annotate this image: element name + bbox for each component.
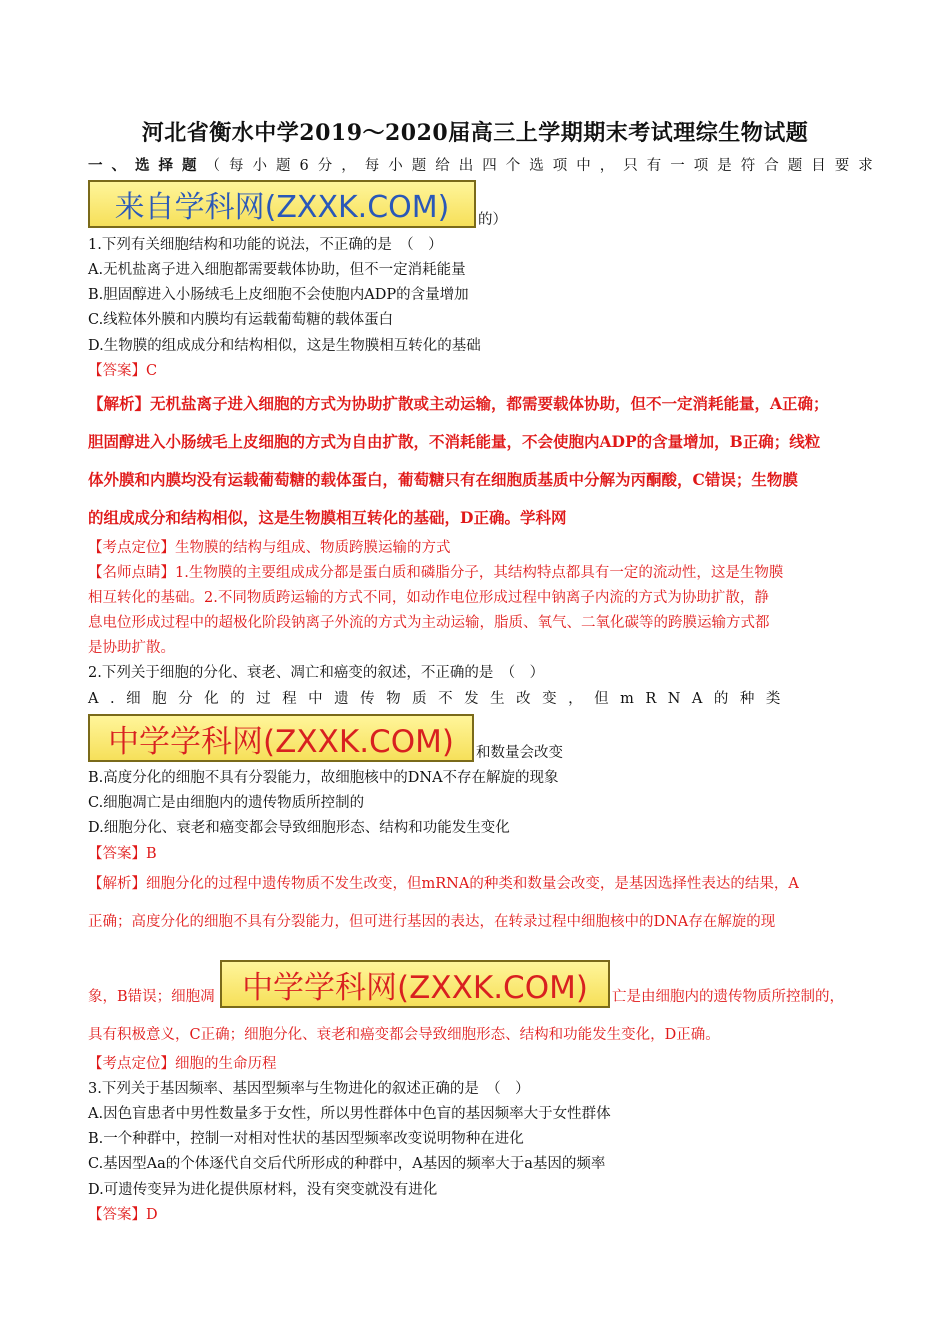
q3-option-b: B.一个种群中，控制一对相对性状的基因型频率改变说明物种在进化 [88,1131,524,1147]
q1-answer: 【答案】C [88,363,158,379]
q2-analysis-line-3a: 象，B错误；细胞凋 [88,989,215,1005]
q1-stem: 1.下列有关细胞结构和功能的说法，不正确的是 （ ） [88,237,443,253]
q2-analysis-line-2: 正确；高度分化的细胞不具有分裂能力，但可进行基因的表达，在转录过程中细胞核中的DNA存在解旋的现 [88,914,776,930]
q2-analysis-line-1: 【解析】细胞分化的过程中遗传物质不发生改变，但mRNA的种类和数量会改变，是基因选择性表达的结果，A [88,876,799,892]
q1-option-c: C.线粒体外膜和内膜均有运载葡萄糖的载体蛋白 [88,312,394,328]
q1-mingshi-line-3: 息电位形成过程中的超极化阶段钠离子外流的方式为主动运输，脂质、氧气、二氧化碳等的跨膜运输方式都 [88,615,770,631]
q1-mingshi-line-1: 【名师点睛】1.生物膜的主要组成成分都是蛋白质和磷脂分子，其结构特点都具有一定的流动性，这是生物膜 [88,565,784,581]
q2-kaodian: 【考点定位】细胞的生命历程 [88,1056,277,1072]
q3-option-a: A.因色盲患者中男性数量多于女性，所以男性群体中色盲的基因频率大于女性群体 [88,1106,611,1122]
q1-option-b: B.胆固醇进入小肠绒毛上皮细胞不会使胞内ADP的含量增加 [88,287,469,303]
q3-option-d: D.可遗传变异为进化提供原材料，没有突变就没有进化 [88,1182,438,1198]
q3-answer: 【答案】D [88,1207,158,1223]
q2-option-d: D.细胞分化、衰老和癌变都会导致细胞形态、结构和功能发生变化 [88,820,510,836]
q2-option-a-part2: 和数量会改变 [476,745,563,761]
q1-mingshi-line-4: 是协助扩散。 [88,640,175,656]
q1-analysis-line-3: 体外膜和内膜均没有运载葡萄糖的载体蛋白，葡萄糖只有在细胞质基质中分解为丙酮酸，C错误；生物膜 [88,470,798,489]
q2-option-b: B.高度分化的细胞不具有分裂能力，故细胞核中的DNA不存在解旋的现象 [88,770,559,786]
section-instruction-tail: 的） [478,212,507,228]
q3-stem: 3.下列关于基因频率、基因型频率与生物进化的叙述正确的是 （ ） [88,1081,530,1097]
q1-kaodian: 【考点定位】生物膜的结构与组成、物质跨膜运输的方式 [88,540,451,556]
watermark-banner-3: 中学学科网(ZXXK.COM) [220,960,610,1008]
section-heading-line [88,154,882,178]
section-heading: 一、选择题 [88,157,206,174]
q2-option-a-part1: A.细胞分化的过程中遗传物质不发生改变，但mRNA的种类 [88,691,792,707]
q2-answer: 【答案】B [88,846,157,862]
q1-option-a: A.无机盐离子进入细胞都需要载体协助，但不一定消耗能量 [88,262,466,278]
watermark-banner-2: 中学学科网(ZXXK.COM) [88,714,474,762]
q2-analysis-line-3b: 亡是由细胞内的遗传物质所控制的， [612,989,844,1005]
q2-stem: 2.下列关于细胞的分化、衰老、凋亡和癌变的叙述，不正确的是 （ ） [88,665,545,681]
q1-analysis-line-1: 【解析】无机盐离子进入细胞的方式为协助扩散或主动运输，都需要载体协助，但不一定消耗能量，A正确； [88,394,829,413]
q2-analysis-line-4: 具有积极意义，C正确；细胞分化、衰老和癌变都会导致细胞形态、结构和功能发生变化，D正确。 [88,1027,720,1043]
q1-mingshi-line-2: 相互转化的基础。2.不同物质跨运输的方式不同，如动作电位形成过程中钠离子内流的方式为协助扩散，静 [88,590,769,606]
q1-option-d: D.生物膜的组成成分和结构相似，这是生物膜相互转化的基础 [88,338,481,354]
section-instruction: （每小题6分，每小题给出四个选项中，只有一项是符合题目要求 [205,158,882,174]
watermark-banner-1: 来自学科网(ZXXK.COM) [88,180,476,228]
page-title: 河北省衡水中学2019～2020届高三上学期期末考试理综生物试题 [141,120,809,146]
q1-analysis-line-2: 胆固醇进入小肠绒毛上皮细胞的方式为自由扩散，不消耗能量，不会使胞内ADP的含量增加，B正确；线粒 [88,432,821,451]
q2-option-c: C.细胞凋亡是由细胞内的遗传物质所控制的 [88,795,365,811]
q1-analysis-line-4: 的组成成分和结构相似，这是生物膜相互转化的基础，D正确。学科网 [88,508,567,527]
q3-option-c: C.基因型Aa的个体逐代自交后代所形成的种群中，A基因的频率大于a基因的频率 [88,1156,606,1172]
